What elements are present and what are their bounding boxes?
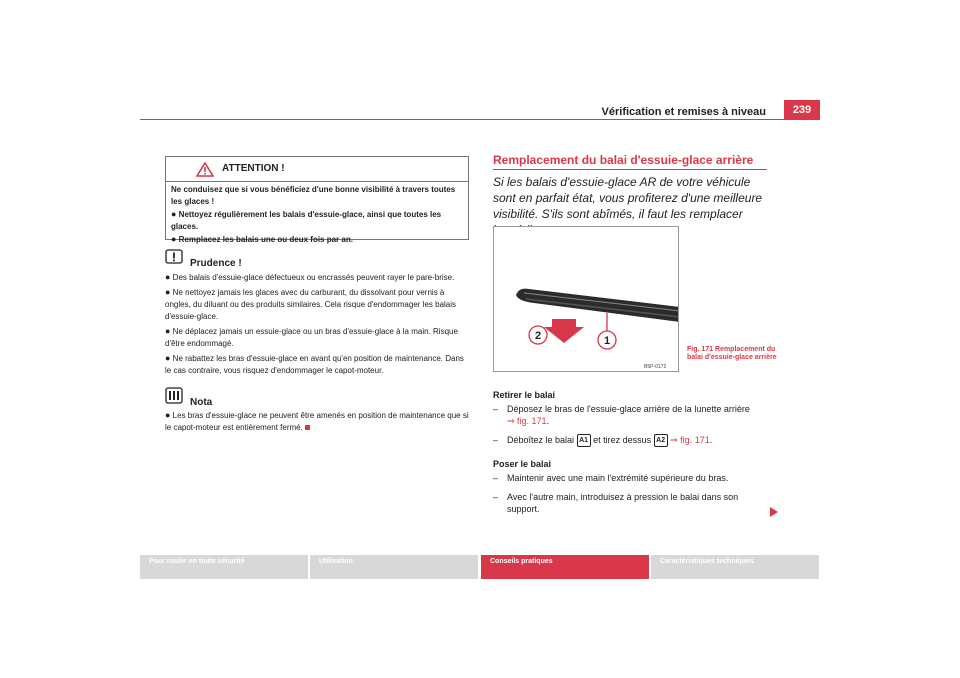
bullet-icon: ●	[165, 287, 171, 297]
bullet-icon: ●	[171, 234, 177, 244]
figure-label-1: 1	[603, 335, 611, 347]
attention-title: ATTENTION !	[222, 163, 285, 174]
remove-heading: Retirer le balai	[493, 390, 556, 400]
callout-a2-badge: A2	[654, 434, 668, 447]
bullet-icon: ●	[165, 326, 171, 336]
bullet-icon: ●	[165, 410, 171, 420]
list-item: ● Ne déplacez jamais un essuie-glace ou un bras d'essuie-glace à la main. Risque d'être endommagé.	[165, 326, 458, 348]
figure-wiper-replacement	[493, 226, 679, 372]
page-number: 239	[784, 100, 820, 120]
footer-tab-safety[interactable]: Pour rouler en toute sécurité	[140, 555, 308, 579]
warning-triangle-icon	[196, 162, 214, 177]
attention-line: ● Remplacez les balais une ou deux fois par an.	[171, 234, 353, 244]
section-title: Remplacement du balai d'essuie-glace arrière	[493, 153, 767, 170]
bullet-icon: ●	[165, 353, 171, 363]
nota-title: Nota	[190, 397, 213, 408]
header-divider	[140, 119, 820, 120]
install-step-1: – Maintenir avec une main l'extrémité supérieure du bras.	[493, 473, 729, 483]
caution-body	[165, 271, 469, 379]
next-page-arrow-icon[interactable]	[770, 507, 778, 517]
section-end-marker	[305, 425, 310, 430]
remove-step-2: – Déboîtez le balai A1 et tirez dessus A2 ⇒ fig. 171.	[493, 434, 773, 447]
figure-label-2: 2	[534, 330, 542, 342]
remove-section	[493, 389, 773, 447]
attention-header	[166, 157, 468, 182]
install-heading: Poser le balai	[493, 459, 552, 469]
bullet-icon: ●	[165, 272, 171, 282]
wiper-illustration	[494, 227, 679, 372]
list-item: ● Ne nettoyez jamais les glaces avec du carburant, du dissolvant pour vernis à ongles, du diluant ou des produits similaires. Cela risque d'endommager les balais d'essuie-glace.	[165, 287, 457, 321]
list-item: ● Ne rabattez les bras d'essuie-glace en avant qu'en position de maintenance. Dans le cas contraire, vous risquez d'endommager le capot-moteur.	[165, 353, 464, 375]
figure-reference-link[interactable]: ⇒ fig. 171	[507, 416, 547, 426]
list-item: ● Les bras d'essuie-glace ne peuvent être amenés en position de maintenance que si le capot-moteur est entièrement fermé.	[165, 410, 469, 432]
callout-a1-badge: A1	[577, 434, 591, 447]
section-intro: Si les balais d'essuie-glace AR de votre véhicule sont en parfait état, vous profiterez d'une meilleure visibilité. S'ils sont abîmés, il faut les remplacer	[493, 175, 763, 221]
bullet-icon: ●	[171, 209, 177, 219]
install-section	[493, 458, 773, 515]
page-header-title: Vérification et remises à niveau	[601, 106, 766, 118]
arrow-down-icon	[544, 319, 584, 343]
caution-title: Prudence !	[190, 258, 242, 269]
figure-code: B5P-0172	[644, 364, 667, 370]
attention-box	[165, 156, 469, 244]
figure-caption: Fig. 171 Remplacement du balai d'essuie-glace arrière	[687, 346, 777, 361]
footer-tab-usage[interactable]: Utilisation	[310, 555, 478, 579]
info-note-icon	[165, 387, 183, 405]
figure-reference-link[interactable]: ⇒ fig. 171	[670, 435, 710, 445]
footer-tab-practical-tips[interactable]: Conseils pratiques	[481, 555, 649, 579]
nota-body	[165, 409, 469, 436]
attention-body	[166, 182, 468, 246]
caution-icon	[165, 249, 183, 266]
remove-step-1: – Déposez le bras de l'essuie-glace arrière de la lunette arrière ⇒ fig. 171.	[493, 404, 750, 426]
list-item: ● Des balais d'essuie-glace défectueux ou encrassés peuvent rayer le pare-brise.	[165, 272, 455, 282]
footer-tab-technical-specs[interactable]: Caractéristiques techniques	[651, 555, 819, 579]
attention-line: ● Nettoyez régulièrement les balais d'essuie-glace, ainsi que toutes les glaces.	[171, 209, 442, 231]
install-step-2: – Avec l'autre main, introduisez à pression le balai dans son support.	[493, 492, 739, 514]
attention-line: Ne conduisez que si vous bénéficiez d'une bonne visibilité à travers toutes les glaces !	[171, 185, 456, 206]
